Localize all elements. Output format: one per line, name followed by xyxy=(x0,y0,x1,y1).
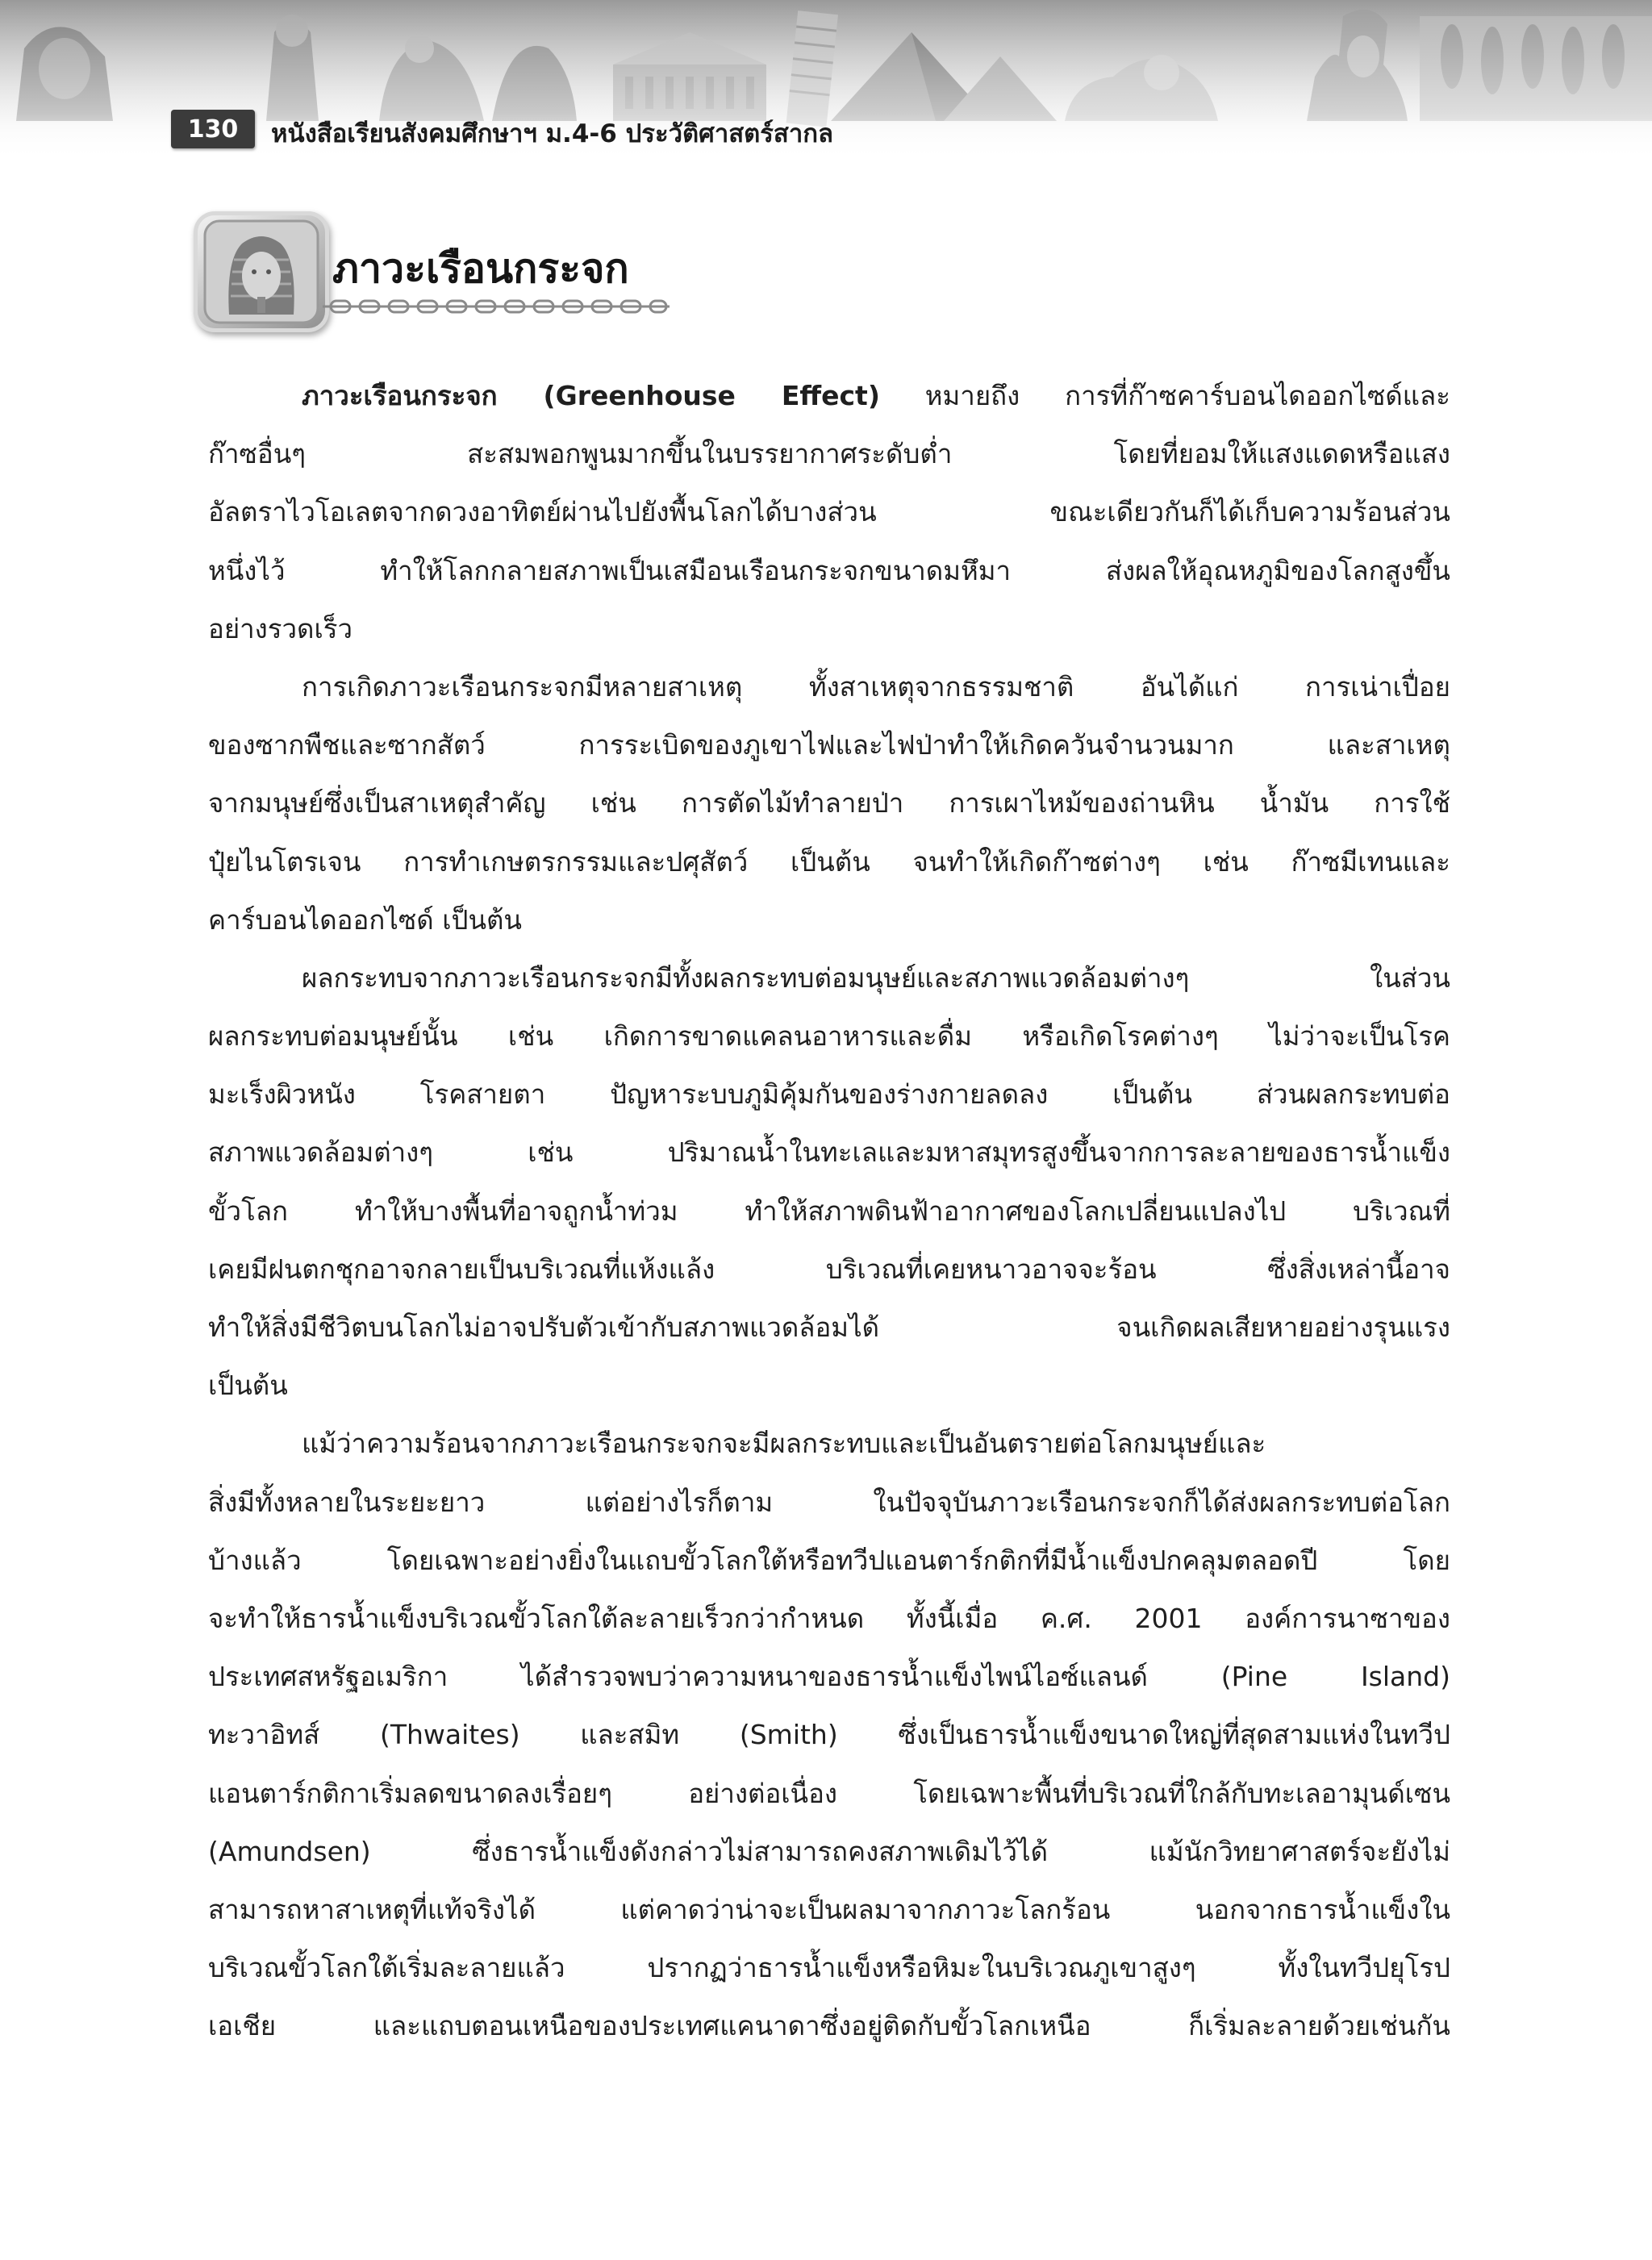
text-line: อัลตราไวโอเลตจากดวงอาทิตย์ผ่านไปยังพื้นโลกได้บางส่วน ขณะเดียวกันก็ได้เก็บความร้อนส่วน xyxy=(208,496,1450,528)
text-line: แม้ว่าความร้อนจากภาวะเรือนกระจกจะมีผลกระทบและเป็นอันตรายต่อโลกมนุษย์และ xyxy=(302,1428,1266,1460)
text-line: ผลกระทบจากภาวะเรือนกระจกมีทั้งผลกระทบต่อมนุษย์และสภาพแวดล้อมต่างๆ ในส่วน xyxy=(302,961,1450,994)
paragraph xyxy=(208,658,1450,949)
text-line: คาร์บอนไดออกไซด์ เป็นต้น xyxy=(208,903,522,936)
text-line: ภาวะเรือนกระจก (Greenhouse Effect) หมายถึง การที่ก๊าซคาร์บอนไดออกไซด์และ xyxy=(302,380,1450,411)
text-line: ปุ๋ยไนโตรเจน การทำเกษตรกรรมและปศุสัตว์ เป็นต้น จนทำให้เกิดก๊าซต่างๆ เช่น ก๊าซมีเทนและ xyxy=(208,845,1450,878)
chain-divider xyxy=(323,297,670,316)
text-line: สิ่งมีทั้งหลายในระยะยาว แต่อย่างไรก็ตาม ในปัจจุบันภาวะเรือนกระจกก็ได้ส่งผลกระทบต่อโลก xyxy=(208,1486,1450,1518)
text-line: ทำให้สิ่งมีชีวิตบนโลกไม่อาจปรับตัวเข้ากับสภาพแวดล้อมได้ จนเกิดผลเสียหายอย่างรุนแรง xyxy=(208,1311,1450,1343)
text-line: จะทำให้ธารน้ำแข็งบริเวณขั้วโลกใต้ละลายเร็วกว่ากำหนด ทั้งนี้เมื่อ ค.ศ. 2001 องค์การนาซาของ xyxy=(208,1602,1450,1634)
article-body xyxy=(208,367,1450,2055)
text-line: เอเชีย และแถบตอนเหนือของประเทศแคนาดาซึ่งอยู่ติดกับขั้วโลกเหนือ ก็เริ่มละลายด้วยเช่นกัน xyxy=(208,2010,1450,2042)
text-line: อย่างรวดเร็ว xyxy=(208,612,353,644)
text-line: ก๊าซอื่นๆ สะสมพอกพูนมากขึ้นในบรรยากาศระดับต่ำ โดยที่ยอมให้แสงแดดหรือแสง xyxy=(208,438,1450,470)
paragraph xyxy=(208,949,1450,1416)
text-line: สภาพแวดล้อมต่างๆ เช่น ปริมาณน้ำในทะเลและมหาสมุทรสูงขึ้นจากการละลายของธารน้ำแข็ง xyxy=(208,1136,1450,1169)
text-line: การเกิดภาวะเรือนกระจกมีหลายสาเหตุ ทั้งสาเหตุจากธรรมชาติ อันได้แก่ การเน่าเปื่อย xyxy=(302,670,1450,703)
text-line: ทะวาอิทส์ (Thwaites) และสมิท (Smith) ซึ่งเป็นธารน้ำแข็งขนาดใหญ่ที่สุดสามแห่งในทวีป xyxy=(208,1719,1450,1751)
text-line: บริเวณขั้วโลกใต้เริ่มละลายแล้ว ปรากฏว่าธารน้ำแข็งหรือหิมะในบริเวณภูเขาสูงๆ ทั้งในทวีปยุโรป xyxy=(208,1952,1450,1984)
text-line: จากมนุษย์ซึ่งเป็นสาเหตุสำคัญ เช่น การตัดไม้ทำลายป่า การเผาไหม้ของถ่านหิน น้ำมัน การใช้ xyxy=(208,787,1450,819)
text-line: หนึ่งไว้ ทำให้โลกกลายสภาพเป็นเสมือนเรือนกระจกขนาดมหึมา ส่งผลให้อุณหภูมิของโลกสูงขึ้น xyxy=(208,554,1450,586)
text-line: ขั้วโลก ทำให้บางพื้นที่อาจถูกน้ำท่วม ทำให้สภาพดินฟ้าอากาศของโลกเปลี่ยนแปลงไป บริเวณที่ xyxy=(208,1195,1450,1227)
text-line: สามารถหาสาเหตุที่แท้จริงได้ แต่คาดว่าน่าจะเป็นผลมาจากภาวะโลกร้อน นอกจากธารน้ำแข็งใน xyxy=(208,1893,1450,1925)
text-line: แอนตาร์กติกาเริ่มลดขนาดลงเรื่อยๆ อย่างต่อเนื่อง โดยเฉพาะพื้นที่บริเวณที่ใกล้กับทะเลอามุนด์เซน xyxy=(208,1777,1450,1809)
paragraph xyxy=(208,367,1450,658)
text-line: (Amundsen) ซึ่งธารน้ำแข็งดังกล่าวไม่สามารถคงสภาพเดิมไว้ได้ แม้นักวิทยาศาสตร์จะยังไม่ xyxy=(208,1835,1450,1867)
section-title: ภาวะเรือนกระจก xyxy=(332,245,629,292)
paragraph xyxy=(208,1415,1450,2055)
text-line: ผลกระทบต่อมนุษย์นั้น เช่น เกิดการขาดแคลนอาหารและดื่ม หรือเกิดโรคต่างๆ ไม่ว่าจะเป็นโรค xyxy=(208,1020,1450,1053)
defined-term: ภาวะเรือนกระจก (Greenhouse Effect) xyxy=(302,380,880,411)
pharaoh-mask-icon xyxy=(194,211,329,332)
text-line: ของซากพืชและซากสัตว์ การระเบิดของภูเขาไฟและไฟป่าทำให้เกิดควันจำนวนมาก และสาเหตุ xyxy=(208,729,1450,761)
text-line: เคยมีฝนตกชุกอาจกลายเป็นบริเวณที่แห้งแล้ง บริเวณที่เคยหนาวอาจจะร้อน ซึ่งสิ่งเหล่านี้อาจ xyxy=(208,1253,1450,1285)
text-line: เป็นต้น xyxy=(208,1370,288,1402)
page-number: 130 xyxy=(171,110,255,148)
text-line: ประเทศสหรัฐอเมริกา ได้สำรวจพบว่าความหนาของธารน้ำแข็งไพน์ไอซ์แลนด์ (Pine Island) xyxy=(208,1661,1450,1693)
running-header-title: หนังสือเรียนสังคมศึกษาฯ ม.4-6 ประวัติศาสตร์สากล xyxy=(271,119,834,148)
text-line: มะเร็งผิวหนัง โรคสายตา ปัญหาระบบภูมิคุ้มกันของร่างกายลดลง เป็นต้น ส่วนผลกระทบต่อ xyxy=(208,1078,1450,1111)
header-banner xyxy=(0,0,1652,161)
text-line: บ้างแล้ว โดยเฉพาะอย่างยิ่งในแถบขั้วโลกใต้หรือทวีปแอนตาร์กติกที่มีน้ำแข็งปกคลุมตลอดปี โดย xyxy=(208,1544,1450,1576)
